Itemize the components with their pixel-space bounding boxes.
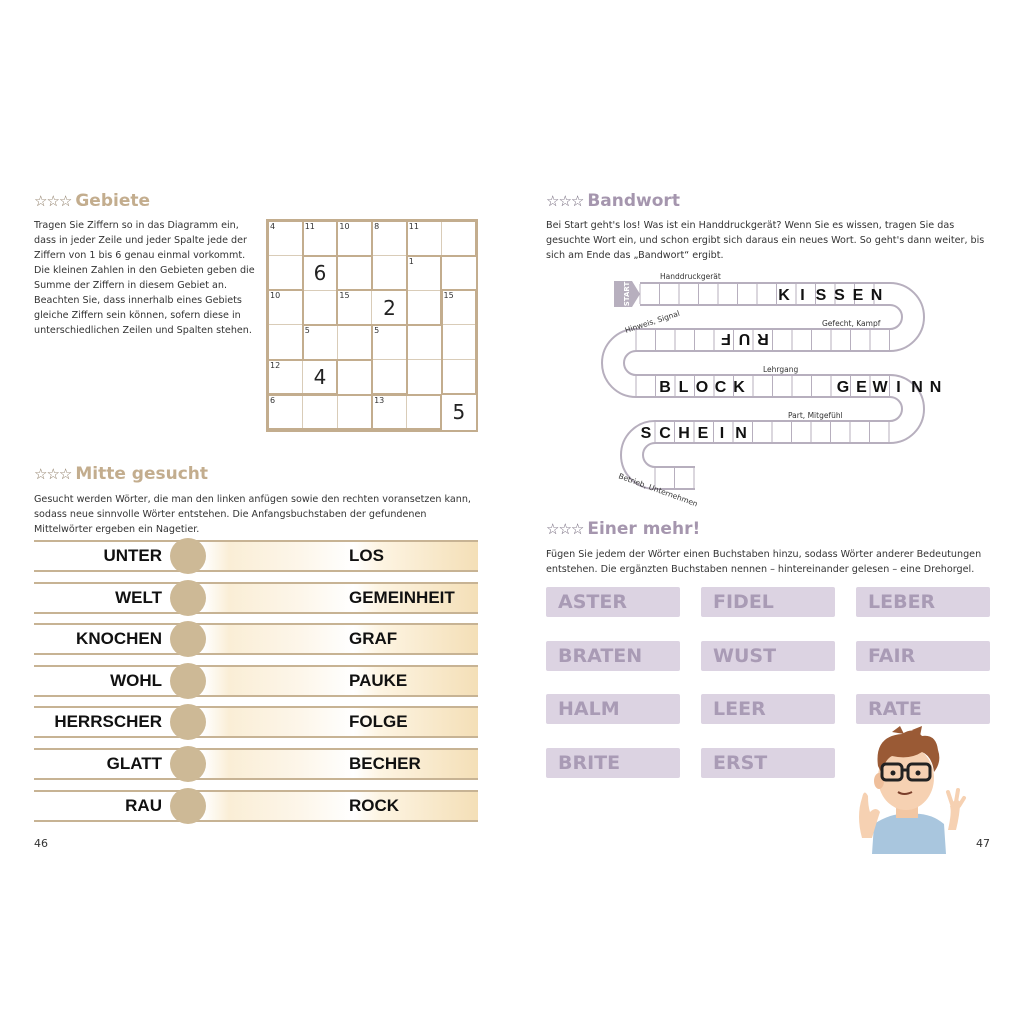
word-box[interactable] [546, 641, 680, 671]
region-sum: 15 [339, 291, 350, 301]
letter-kissen: K [778, 287, 790, 304]
word-text: ASTER [558, 591, 627, 613]
word-text: WUST [713, 644, 777, 667]
word-text: FIDEL [713, 591, 774, 613]
difficulty-stars: ☆☆☆ [34, 192, 72, 210]
letter-gewinn: I [896, 379, 901, 396]
right-word: LOS [349, 546, 384, 565]
word-box[interactable] [856, 641, 990, 671]
region-sum: 13 [374, 395, 385, 405]
section-title: Bandwort [587, 191, 680, 211]
left-word: WOHL [110, 670, 162, 690]
given-digit: 4 [313, 365, 327, 390]
letter-schein: H [678, 425, 690, 442]
mitte-row [34, 621, 478, 657]
grid-region [267, 394, 373, 431]
region-sum: 5 [374, 326, 380, 336]
clue-2: Gefecht, Kampf [822, 319, 881, 328]
answer-circle[interactable] [170, 538, 206, 574]
einer-mehr-heading [546, 519, 700, 539]
page-number-right: 47 [976, 837, 990, 850]
region-sum: 4 [270, 222, 276, 231]
letter-gewinn: E [856, 379, 867, 396]
word-box[interactable] [546, 748, 680, 778]
left-word: WELT [115, 587, 162, 607]
mitte-row [34, 704, 478, 740]
word-box[interactable] [701, 587, 835, 617]
grid-region [302, 324, 373, 361]
region-sum: 6 [270, 395, 276, 405]
letter-block: B [659, 379, 671, 396]
section-title: Einer mehr! [587, 519, 701, 539]
right-word: GRAF [349, 629, 398, 649]
word-text: HALM [558, 698, 620, 721]
difficulty-stars: ☆☆☆ [546, 192, 584, 210]
given-digit: 6 [313, 261, 327, 286]
gebiete-instructions: Tragen Sie Ziffern so in das Diagramm ein, dass in jeder Zeile und jeder Spalte jede der Ziffern von 1 bis 6 genau einmal vorkommt. Die kleinen Zahlen in den Gebieten geben die Summe der Ziffern in diesem Gebiet an. Beachten Sie, dass innerhalb eines Gebiets gleiche Ziffern sein können, sofern diese in unterschiedlichen Zeilen und Spalten stehen. [34, 220, 255, 336]
right-word: GEMEINHEIT [349, 587, 455, 607]
region-sum: 5 [304, 326, 310, 336]
word-box[interactable] [856, 694, 990, 724]
section-title: Mitte gesucht [75, 464, 209, 484]
word-text: BRATEN [558, 644, 643, 667]
bandwort-snake [600, 262, 942, 509]
letter-gewinn: N [929, 379, 942, 396]
region-sum: 1 [408, 256, 414, 266]
region-sum: 12 [270, 360, 281, 370]
left-word: RAU [125, 795, 162, 815]
word-text: FAIR [868, 644, 916, 667]
grid-cell[interactable] [407, 360, 442, 395]
bandwort-heading [546, 191, 680, 211]
region-sum: 11 [408, 222, 419, 231]
letter-block: L [678, 379, 689, 396]
clue-6: Betrieb, Unternehmen [617, 471, 699, 509]
word-box[interactable] [856, 587, 990, 617]
letter-kissen: N [870, 287, 883, 304]
letter-schein: S [640, 425, 652, 442]
word-text: ERST [713, 752, 768, 775]
word-text: LEER [713, 698, 766, 721]
difficulty-stars: ☆☆☆ [34, 465, 72, 483]
letter-kissen: I [800, 287, 805, 304]
word-text: LEBER [868, 591, 936, 613]
mitte-band [34, 665, 478, 697]
given-digit: 2 [383, 295, 396, 320]
mitte-band [34, 540, 478, 572]
letter-gewinn: N [911, 379, 923, 396]
letter-ruf: R [757, 330, 769, 347]
right-word: ROCK [349, 795, 400, 815]
mitte-row [34, 538, 478, 574]
left-word: HERRSCHER [54, 712, 162, 732]
letter-gewinn: G [836, 379, 850, 396]
start-label: START [623, 281, 631, 307]
mitte-row [34, 788, 478, 824]
clue-1: Handdruckgerät [660, 272, 721, 281]
answer-circle[interactable] [170, 580, 206, 616]
right-word: FOLGE [349, 712, 408, 732]
word-text: RATE [868, 698, 922, 721]
letter-ruf: F [721, 330, 731, 347]
region-sum: 10 [339, 222, 350, 231]
letter-schein: I [719, 425, 725, 442]
letter-ruf: U [738, 330, 751, 347]
grid-cell[interactable] [407, 325, 442, 360]
word-box[interactable] [701, 694, 835, 724]
region-sum: 8 [374, 222, 380, 231]
word-text: BRITE [558, 752, 621, 775]
right-word: PAUKE [349, 670, 408, 690]
word-box[interactable] [546, 587, 680, 617]
letter-block: C [714, 379, 727, 396]
grid-cell[interactable] [337, 360, 372, 395]
grid-cell[interactable] [442, 256, 477, 291]
region-sum: 15 [443, 291, 454, 301]
answer-circle[interactable] [170, 621, 206, 657]
letter-kissen: S [815, 287, 827, 304]
letter-schein: C [659, 425, 671, 442]
einer-mehr-instructions: Fügen Sie jedem der Wörter einen Buchstaben hinzu, sodass Wörter anderer Bedeutungen entstehen. Die ergänzten Buchstaben nennen – hintereinander gelesen – eine Drehorgel. [546, 549, 982, 575]
letter-schein: N [735, 425, 747, 442]
letter-schein: E [697, 425, 709, 442]
left-word: UNTER [103, 546, 162, 565]
gebiete-grid [266, 219, 478, 432]
left-word: GLATT [106, 754, 162, 773]
answer-circle[interactable] [170, 663, 206, 699]
mascot-illustration [852, 726, 964, 854]
letter-kissen: E [852, 287, 864, 304]
mitte-instructions: Gesucht werden Wörter, die man den linken anfügen sowie den rechten voransetzen kann, sodass neue sinnvolle Wörter entstehen. Die Anfangsbuchstaben der gefundenen Mittelwörter ergeben ein Nagetier. [34, 494, 471, 535]
difficulty-stars: ☆☆☆ [546, 520, 584, 538]
clue-5: Part, Mitgefühl [788, 411, 843, 420]
mitte-heading [34, 464, 208, 484]
gebiete-heading [34, 191, 150, 211]
letter-gewinn: W [872, 379, 888, 396]
page-number-left: 46 [34, 837, 48, 850]
left-word: KNOCHEN [76, 629, 162, 649]
given-digit: 5 [452, 399, 466, 424]
right-word: BECHER [349, 754, 421, 773]
answer-circle[interactable] [170, 746, 206, 782]
clue-3: Hinweis, Signal [623, 308, 681, 335]
letter-block: K [733, 379, 745, 396]
region-sum: 11 [304, 222, 315, 231]
mitte-band [34, 790, 478, 822]
letter-block: O [695, 379, 709, 396]
mitte-row [34, 663, 478, 699]
word-box[interactable] [701, 641, 835, 671]
word-box[interactable] [546, 694, 680, 724]
letter-kissen: S [834, 287, 845, 304]
word-box[interactable] [701, 748, 835, 778]
mitte-row [34, 746, 478, 782]
bandwort-instructions: Bei Start geht's los! Was ist ein Handdruckgerät? Wenn Sie es wissen, tragen Sie das gesuchte Wort ein, und schon ergibt sich daraus ein neues Wort. So geht's dann weiter, bis sich am Ende das „Bandwort“ ergibt. [546, 220, 985, 261]
grid-region [441, 289, 478, 395]
answer-circle[interactable] [170, 788, 206, 824]
mitte-row [34, 580, 478, 616]
section-title: Gebiete [75, 191, 151, 211]
clue-4: Lehrgang [763, 365, 799, 374]
region-sum: 10 [270, 291, 281, 301]
